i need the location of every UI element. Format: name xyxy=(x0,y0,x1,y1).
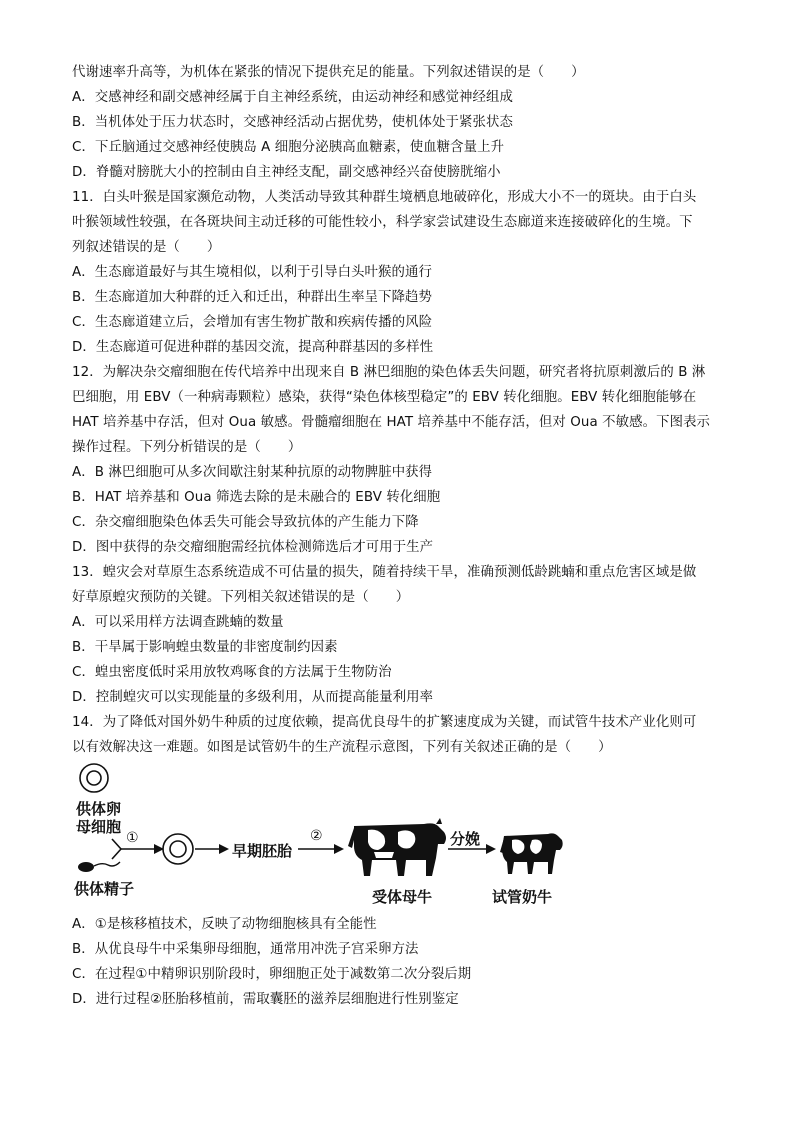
option-a: A．生态廊道最好与其生境相似，以利于引导白头叶猴的通行 xyxy=(72,265,433,280)
option-c: C．蝗虫密度低时采用放牧鸡啄食的方法属于生物防治 xyxy=(72,665,392,680)
option-c: C．杂交瘤细胞染色体丢失可能会导致抗体的产生能力下降 xyxy=(72,515,419,530)
option-d: D．控制蝗灾可以实现能量的多级利用，从而提高能量利用率 xyxy=(72,690,434,705)
option-a: A．①是核移植技术，反映了动物细胞核具有全能性 xyxy=(72,917,377,932)
cow-icon xyxy=(348,818,446,876)
option-c: C．生态廊道建立后，会增加有害生物扩散和疾病传播的风险 xyxy=(72,315,433,330)
question-stem: 代谢速率升高等，为机体在紧张的情况下提供充足的能量。下列叙述错误的是（ ） xyxy=(72,65,585,80)
donor-egg-label-line2: 母细胞 xyxy=(76,818,122,836)
fertilized-egg-icon xyxy=(163,834,193,864)
question-stem-line: HAT 培养基中存活，但对 Oua 敏感。骨髓瘤细胞在 HAT 培养基中不能存活，但对 Oua 不敏感。下图表示 xyxy=(72,415,711,430)
question-stem-line: 13．蝗灾会对草原生态系统造成不可估量的损失，随着持续干旱，准确预测低龄跳蝻和重点危害区域是做 xyxy=(72,565,697,580)
question-stem-line: 列叙述错误的是（ ） xyxy=(72,240,221,255)
question-11 xyxy=(72,185,722,360)
step-2-label: ② xyxy=(310,828,323,844)
question-stem-line: 操作过程。下列分析错误的是（ ） xyxy=(72,440,302,455)
delivery-label: 分娩 xyxy=(450,830,481,848)
recipient-cow-label: 受体母牛 xyxy=(372,888,433,906)
question-12 xyxy=(72,360,722,560)
calf-icon xyxy=(500,833,563,874)
question-stem-line: 以有效解决这一难题。如图是试管奶牛的生产流程示意图，下列有关叙述正确的是（ ） xyxy=(72,740,612,755)
question-stem-line: 11．白头叶猴是国家濒危动物，人类活动导致其种群生境栖息地破碎化，形成大小不一的斑块。由于白头 xyxy=(72,190,697,205)
fusion-lines xyxy=(112,839,121,859)
option-c: C．在过程①中精卵识别阶段时，卵细胞正处于减数第二次分裂后期 xyxy=(72,967,472,982)
option-b: B．干旱属于影响蝗虫数量的非密度制约因素 xyxy=(72,640,338,655)
option-b: B．生态廊道加大种群的迁入和迁出，种群出生率呈下降趋势 xyxy=(72,290,433,305)
option-b: B．从优良母牛中采集卵母细胞，通常用冲洗子宫采卵方法 xyxy=(72,942,419,957)
option-c: C．下丘脑通过交感神经使胰岛 A 细胞分泌胰高血糖素，使血糖含量上升 xyxy=(72,140,505,155)
ivf-flow-diagram xyxy=(72,762,722,912)
donor-egg-icon xyxy=(80,764,108,792)
question-stem-line: 巴细胞，用 EBV（一种病毒颗粒）感染，获得“染色体核型稳定”的 EBV 转化细胞。EBV 转化细胞能够在 xyxy=(72,390,697,405)
question-14 xyxy=(72,710,722,1012)
option-d: D．图中获得的杂交瘤细胞需经抗体检测筛选后才可用于生产 xyxy=(72,540,434,555)
option-a: A．可以采用样方法调查跳蝻的数量 xyxy=(72,615,284,630)
option-d: D．生态廊道可促进种群的基因交流，提高种群基因的多样性 xyxy=(72,340,434,355)
donor-sperm-label: 供体精子 xyxy=(74,880,135,898)
arrow-to-embryo xyxy=(195,844,229,854)
question-stem-line: 好草原蝗灾预防的关键。下列相关叙述错误的是（ ） xyxy=(72,590,410,605)
option-d: D．进行过程②胚胎移植前，需取囊胚的滋养层细胞进行性别鉴定 xyxy=(72,992,459,1007)
option-b: B．当机体处于压力状态时，交感神经活动占据优势，使机体处于紧张状态 xyxy=(72,115,513,130)
step-1-label: ① xyxy=(126,830,139,846)
question-stem-line: 14．为了降低对国外奶牛种质的过度依赖，提高优良母牛的扩繁速度成为关键，而试管牛技术产业化则可 xyxy=(72,715,697,730)
option-d: D．脊髓对膀胱大小的控制由自主神经支配，副交感神经兴奋使膀胱缩小 xyxy=(72,165,501,180)
early-embryo-label: 早期胚胎 xyxy=(232,842,293,860)
option-b: B．HAT 培养基和 Oua 筛选去除的是未融合的 EBV 转化细胞 xyxy=(72,490,441,505)
option-a: A．B 淋巴细胞可从多次间歇注射某种抗原的动物脾脏中获得 xyxy=(72,465,433,480)
sperm-icon xyxy=(78,862,120,872)
option-a: A．交感神经和副交感神经属于自主神经系统，由运动神经和感觉神经组成 xyxy=(72,90,513,105)
question-stem-line: 12．为解决杂交瘤细胞在传代培养中出现来自 B 淋巴细胞的染色体丢失问题，研究者将抗原刺激后的 B 淋 xyxy=(72,365,706,380)
test-tube-cow-label: 试管奶牛 xyxy=(492,888,553,906)
question-stem-line: 叶猴领域性较强，在各斑块间主动迁移的可能性较小，科学家尝试建设生态廊道来连接破碎化的生境。下 xyxy=(72,215,693,230)
arrow-step-2 xyxy=(298,844,344,854)
question-10 xyxy=(72,60,722,185)
exam-page xyxy=(72,60,722,1012)
donor-egg-label-line1: 供体卵 xyxy=(76,800,122,818)
question-13 xyxy=(72,560,722,710)
